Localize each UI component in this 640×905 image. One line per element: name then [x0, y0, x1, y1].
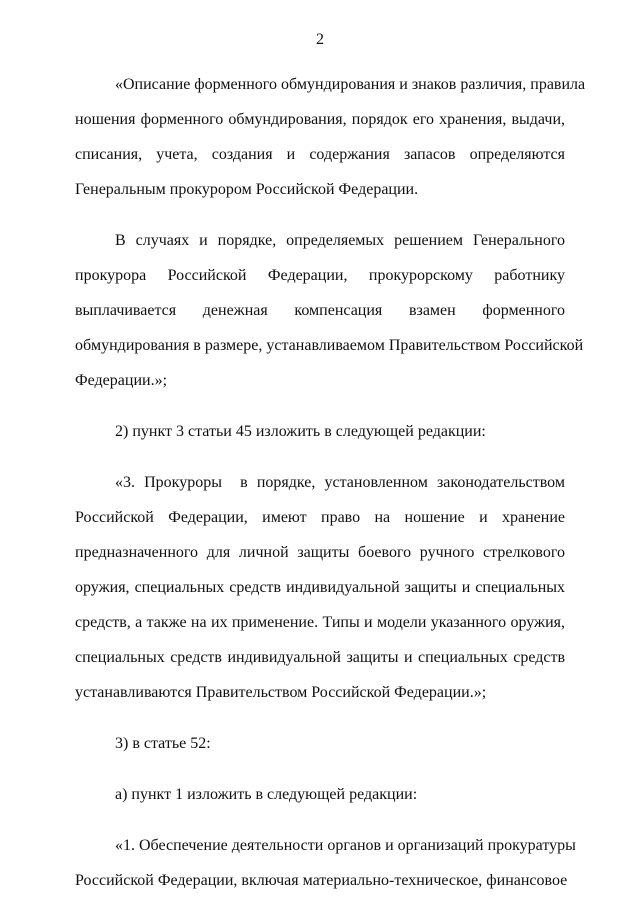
- text-line: Генеральным прокурором Российской Федерации.: [75, 181, 419, 198]
- text-line: «3. Прокуроры в порядке, установленном законодательством: [115, 474, 565, 491]
- text-line: «1. Обеспечение деятельности органов и организаций прокуратуры: [115, 837, 576, 854]
- text-line: предназначенного для личной защиты боевого ручного стрелкового: [75, 544, 565, 561]
- text-line: Российской Федерации, имеют право на ношение и хранение: [75, 509, 565, 526]
- text-line: оружия, специальных средств индивидуальной защиты и специальных: [75, 579, 565, 596]
- text-line: 2) пункт 3 статьи 45 изложить в следующей редакции:: [115, 423, 486, 440]
- text-line: Федерации.»;: [75, 372, 168, 389]
- text-line: обмундирования в размере, устанавливаемом Правительством Российской: [75, 337, 584, 354]
- text-line: В случаях и порядке, определяемых решением Генерального: [115, 232, 565, 249]
- page-number: 2: [316, 31, 324, 48]
- text-line: Российской Федерации, включая материально-техническое, финансовое: [75, 872, 568, 889]
- text-line: средств, а также на их применение. Типы и модели указанного оружия,: [75, 614, 565, 631]
- text-line: выплачивается денежная компенсация взамен форменного: [75, 302, 565, 319]
- text-line: специальных средств индивидуальной защиты и специальных средств: [75, 649, 565, 666]
- text-line: списания, учета, создания и содержания запасов определяются: [75, 146, 565, 163]
- text-line: «Описание форменного обмундирования и знаков различия, правила: [115, 76, 586, 93]
- document-body: [75, 67, 586, 905]
- text-line: 3) в статье 52:: [115, 735, 211, 752]
- text-line: устанавливаются Правительством Российской Федерации.»;: [75, 684, 487, 701]
- text-line: прокурора Российской Федерации, прокурорскому работнику: [75, 267, 565, 284]
- text-line: а) пункт 1 изложить в следующей редакции:: [115, 786, 418, 803]
- text-line: ношения форменного обмундирования, порядок его хранения, выдачи,: [75, 111, 565, 128]
